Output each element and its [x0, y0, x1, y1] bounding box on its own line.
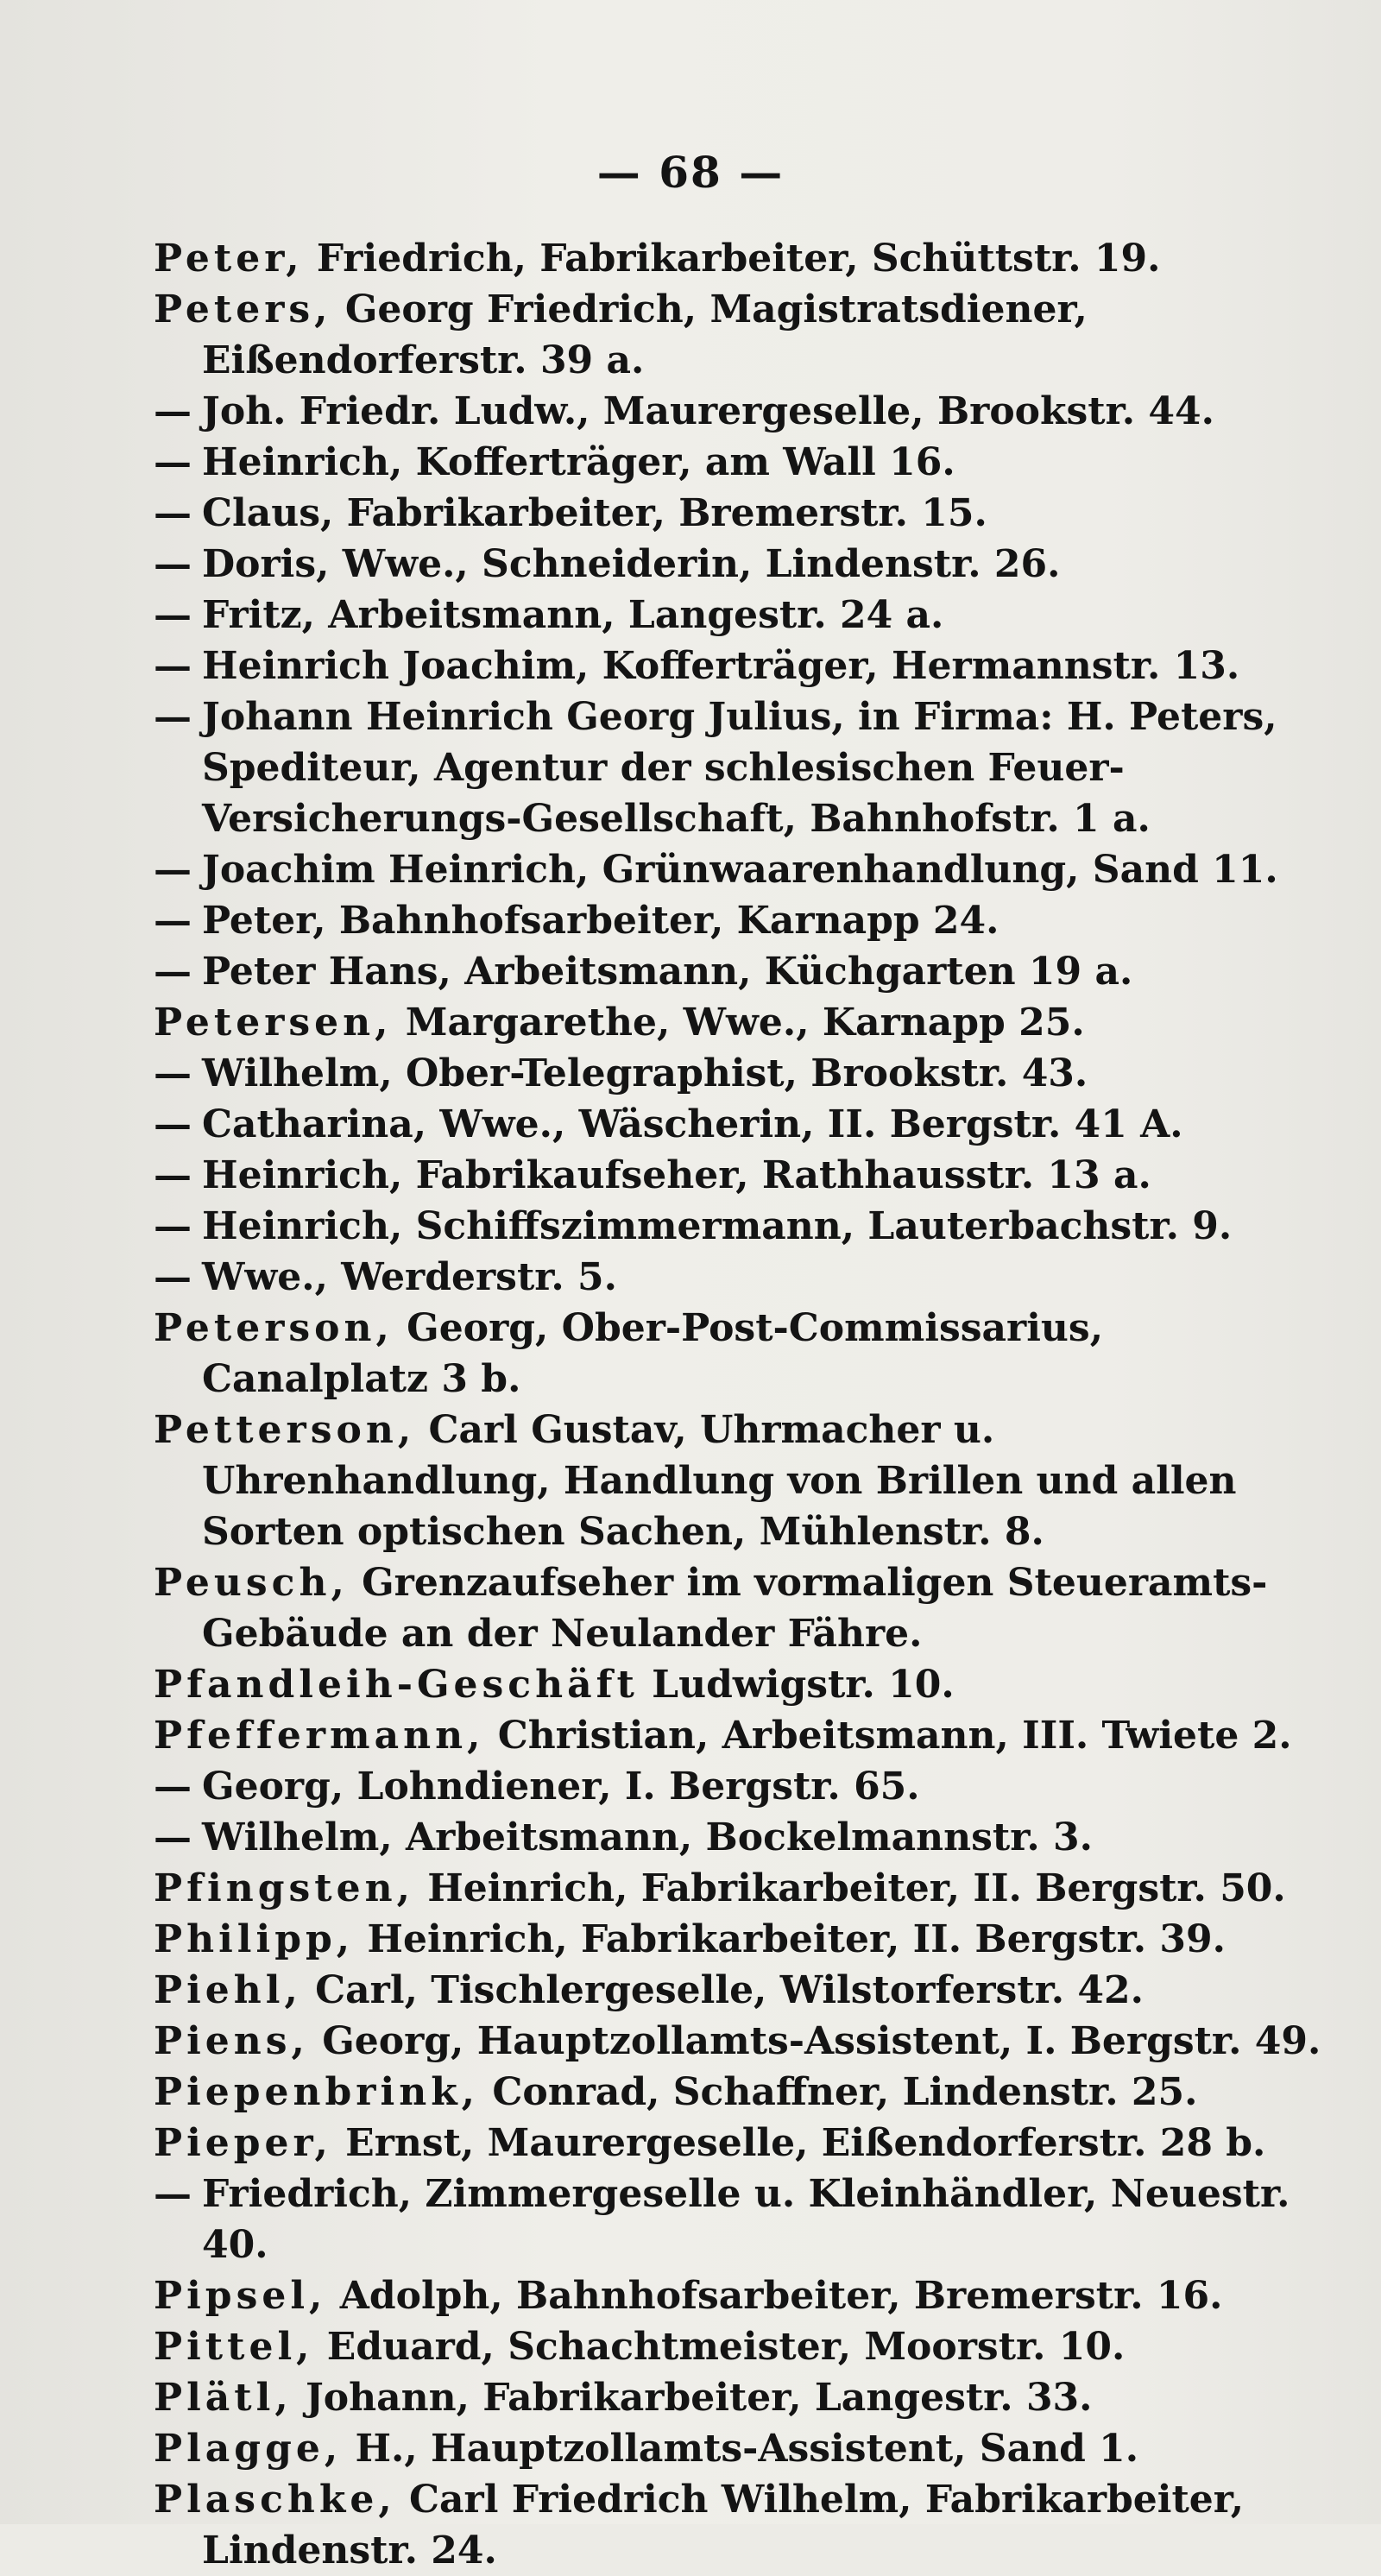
- entry-details: Claus, Fabrikarbeiter, Bremerstr. 15.: [202, 491, 987, 535]
- entry-surname: Piens,: [154, 2019, 309, 2063]
- entry-surname: Peters,: [154, 287, 332, 331]
- entry-details: Heinrich, Fabrikarbeiter, II. Bergstr. 39.: [354, 1917, 1226, 1961]
- directory-entry: [154, 233, 1327, 284]
- repeat-dash: —: [154, 1051, 192, 1095]
- repeat-dash: —: [154, 848, 192, 892]
- repeat-dash: —: [154, 593, 192, 637]
- entry-details: Doris, Wwe., Schneiderin, Lindenstr. 26.: [202, 542, 1061, 586]
- entry-details: Heinrich, Kofferträger, am Wall 16.: [202, 440, 955, 484]
- directory-entry: [154, 386, 1327, 437]
- entry-details: Johann Heinrich Georg Julius, in Firma: H. Peters, Spediteur, Agentur der schlesischen Feuer-Versicherungs-Gesellschaft, Bahnhofstr. 1 a.: [202, 695, 1277, 841]
- repeat-dash: —: [154, 1255, 192, 1299]
- entry-details: Georg, Ober-Post-Commissarius, Canalplatz 3 b.: [202, 1306, 1104, 1401]
- directory-entry: [154, 1201, 1327, 1252]
- directory-entry: [154, 2169, 1327, 2270]
- entry-details: Peter Hans, Arbeitsmann, Küchgarten 19 a.: [202, 950, 1133, 994]
- directory-entry: [154, 284, 1327, 386]
- entry-details: Friedrich, Zimmergeselle u. Kleinhändler, Neuestr. 40.: [202, 2172, 1290, 2267]
- directory-entry: [154, 1303, 1327, 1405]
- directory-entry: [154, 437, 1327, 488]
- entry-details: Peter, Bahnhofsarbeiter, Karnapp 24.: [202, 899, 999, 943]
- directory-entry: [154, 2067, 1327, 2118]
- entry-details: Wilhelm, Ober-Telegraphist, Brookstr. 43.: [202, 1051, 1088, 1095]
- page-number: — 68 —: [596, 147, 785, 198]
- directory-entry: [154, 946, 1327, 997]
- entry-surname: Peterson,: [154, 1306, 394, 1350]
- directory-entry: [154, 997, 1327, 1048]
- entry-details: Joachim Heinrich, Grünwaarenhandlung, Sand 11.: [202, 848, 1278, 892]
- directory-entry: [154, 895, 1327, 946]
- repeat-dash: —: [154, 1204, 192, 1248]
- entry-details: H., Hauptzollamts-Assistent, Sand 1.: [342, 2427, 1139, 2471]
- directory-listing: [154, 233, 1327, 2576]
- directory-entry: [154, 1099, 1327, 1150]
- directory-entry: [154, 1405, 1327, 1557]
- entry-surname: Plagge,: [154, 2427, 343, 2471]
- entry-details: Georg Friedrich, Magistratsdiener, Eißendorferstr. 39 a.: [202, 287, 1088, 382]
- directory-entry: [154, 1863, 1327, 1914]
- directory-entry: [154, 2372, 1327, 2423]
- entry-details: Catharina, Wwe., Wäscherin, II. Bergstr. 41 A.: [202, 1102, 1183, 1146]
- repeat-dash: —: [154, 1815, 192, 1859]
- directory-entry: [154, 1150, 1327, 1201]
- entry-surname: Pipsel,: [154, 2274, 327, 2318]
- repeat-dash: —: [154, 389, 192, 433]
- entry-surname: Piehl,: [154, 1968, 302, 2012]
- directory-entry: [154, 2270, 1327, 2321]
- entry-details: Joh. Friedr. Ludw., Maurergeselle, Brookstr. 44.: [202, 389, 1214, 433]
- entry-details: Heinrich, Fabrikaufseher, Rathhausstr. 13 a.: [202, 1153, 1151, 1197]
- entry-details: Carl Gustav, Uhrmacher u. Uhrenhandlung, Handlung von Brillen und allen Sorten optischen Sachen, Mühlenstr. 8.: [202, 1408, 1237, 1554]
- entry-surname: Peusch,: [154, 1561, 349, 1605]
- entry-surname: Peter,: [154, 237, 304, 281]
- entry-surname: Plätl,: [154, 2376, 293, 2420]
- entry-details: Margarethe, Wwe., Karnapp 25.: [392, 1001, 1085, 1045]
- entry-surname: Pieper,: [154, 2121, 332, 2165]
- repeat-dash: —: [154, 695, 192, 739]
- repeat-dash: —: [154, 491, 192, 535]
- entry-details: Heinrich Joachim, Kofferträger, Hermannstr. 13.: [202, 644, 1240, 688]
- directory-entry: [154, 1710, 1327, 1761]
- directory-entry: [154, 1048, 1327, 1099]
- directory-entry: [154, 2321, 1327, 2372]
- entry-surname: Piepenbrink,: [154, 2070, 480, 2114]
- entry-surname: Petterson,: [154, 1408, 416, 1452]
- directory-entry: [154, 2423, 1327, 2474]
- repeat-dash: —: [154, 542, 192, 586]
- directory-entry: [154, 844, 1327, 895]
- entry-details: Adolph, Bahnhofsarbeiter, Bremerstr. 16.: [326, 2274, 1223, 2318]
- directory-entry: [154, 1965, 1327, 2016]
- entry-details: Carl, Tischlergeselle, Wilstorferstr. 42.: [301, 1968, 1144, 2012]
- directory-entry: [154, 2016, 1327, 2067]
- entry-details: Wilhelm, Arbeitsmann, Bockelmannstr. 3.: [202, 1815, 1093, 1859]
- entry-surname: Pfeffermann,: [154, 1714, 485, 1758]
- entry-details: Wwe., Werderstr. 5.: [202, 1255, 617, 1299]
- directory-entry: [154, 539, 1327, 590]
- entry-details: Grenzaufseher im vormaligen Steueramts-Gebäude an der Neulander Fähre.: [202, 1561, 1268, 1656]
- repeat-dash: —: [154, 1765, 192, 1809]
- directory-entry: [154, 1659, 1327, 1710]
- directory-entry: [154, 488, 1327, 539]
- directory-entry: [154, 1557, 1327, 1659]
- entry-details: Friedrich, Fabrikarbeiter, Schüttstr. 19.: [303, 237, 1161, 281]
- repeat-dash: —: [154, 1153, 192, 1197]
- directory-entry: [154, 1914, 1327, 1965]
- entry-surname: Petersen,: [154, 1001, 393, 1045]
- entry-details: Carl Friedrich Wilhelm, Fabrikarbeiter, Lindenstr. 24.: [202, 2478, 1245, 2573]
- directory-entry: [154, 1252, 1327, 1303]
- entry-details: Ludwigstr. 10.: [638, 1663, 955, 1707]
- entry-details: Georg, Lohndiener, I. Bergstr. 65.: [202, 1765, 920, 1809]
- directory-entry: [154, 590, 1327, 641]
- directory-entry: [154, 691, 1327, 844]
- entry-details: Heinrich, Schiffszimmermann, Lauterbachstr. 9.: [202, 1204, 1233, 1248]
- entry-surname: Pittel,: [154, 2325, 314, 2369]
- repeat-dash: —: [154, 440, 192, 484]
- entry-details: Conrad, Schaffner, Lindenstr. 25.: [479, 2070, 1198, 2114]
- entry-details: Ernst, Maurergeselle, Eißendorferstr. 28 b.: [331, 2121, 1266, 2165]
- directory-entry: [154, 2118, 1327, 2169]
- repeat-dash: —: [154, 1102, 192, 1146]
- entry-details: Heinrich, Fabrikarbeiter, II. Bergstr. 50.: [413, 1866, 1286, 1910]
- repeat-dash: —: [154, 950, 192, 994]
- entry-details: Christian, Arbeitsmann, III. Twiete 2.: [484, 1714, 1292, 1758]
- entry-surname: Philipp,: [154, 1917, 355, 1961]
- directory-entry: [154, 1812, 1327, 1863]
- directory-entry: [154, 2474, 1327, 2576]
- directory-entry: [154, 641, 1327, 691]
- repeat-dash: —: [154, 899, 192, 943]
- entry-surname: Pfingsten,: [154, 1866, 414, 1910]
- repeat-dash: —: [154, 644, 192, 688]
- entry-surname: Pfandleih-Geschäft: [154, 1663, 639, 1707]
- entry-details: Fritz, Arbeitsmann, Langestr. 24 a.: [202, 593, 944, 637]
- repeat-dash: —: [154, 2172, 192, 2216]
- entry-surname: Plaschke,: [154, 2478, 396, 2522]
- entry-details: Eduard, Schachtmeister, Moorstr. 10.: [313, 2325, 1126, 2369]
- entry-details: Georg, Hauptzollamts-Assistent, I. Bergstr. 49.: [308, 2019, 1321, 2063]
- directory-entry: [154, 1761, 1327, 1812]
- entry-details: Johann, Fabrikarbeiter, Langestr. 33.: [292, 2376, 1093, 2420]
